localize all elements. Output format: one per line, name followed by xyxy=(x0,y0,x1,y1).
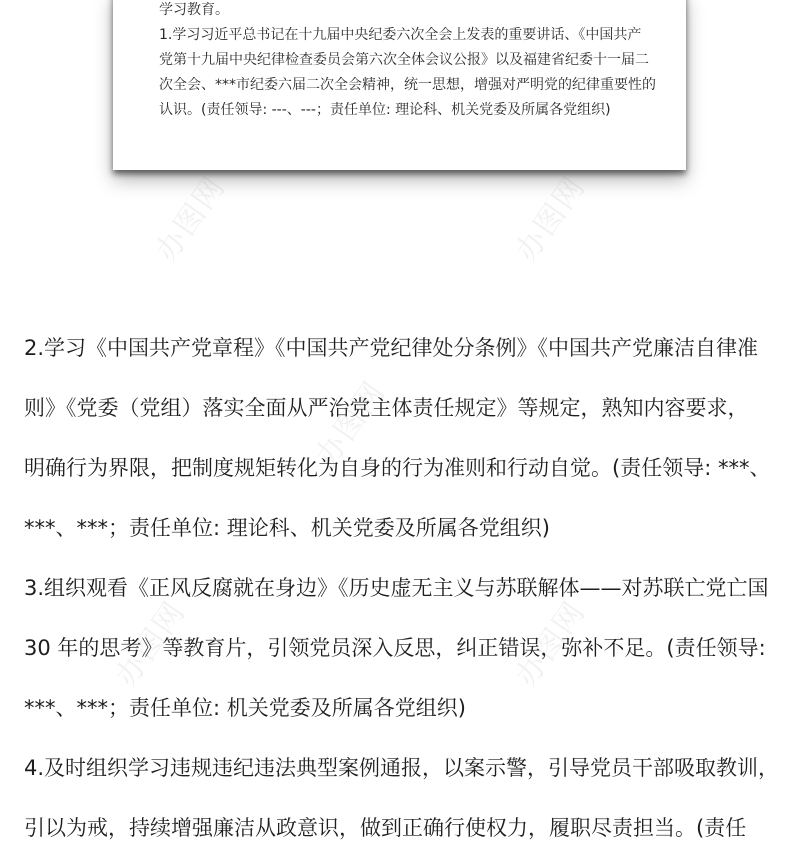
document-body xyxy=(24,318,780,858)
body-line: 30 年的思考》等教育片，引领党员深入反思，纠正错误，弥补不足。(责任领导: xyxy=(24,636,766,660)
body-line: 3.组织观看《正风反腐就在身边》《历史虚无主义与苏联解体——对苏联亡党亡国 xyxy=(24,576,769,600)
body-line: 引以为戒，持续增强廉洁从政意识，做到正确行使权力，履职尽责担当。(责任 xyxy=(24,816,747,840)
body-line: ***、***；责任单位: 机关党委及所属各党组织) xyxy=(24,696,466,720)
card-line: 认识。(责任领导: ---、---；责任单位: 理论科、机关党委及所属各党组织) xyxy=(159,102,611,118)
card-body xyxy=(159,0,659,123)
watermark: 办图网 xyxy=(109,594,193,694)
card-line: 次全会、***市纪委六届二次全会精神，统一思想，增强对严明党的纪律重要性的 xyxy=(159,77,656,93)
watermark: 办图网 xyxy=(309,374,393,474)
body-line: ***、***；责任单位: 理论科、机关党委及所属各党组织) xyxy=(24,516,550,540)
body-line: 明确行为界限，把制度规矩转化为自身的行为准则和行动自觉。(责任领导: ***、 xyxy=(24,456,771,480)
card-line: 党第十九届中央纪律检查委员会第六次全体会议公报》以及福建省纪委十一届二 xyxy=(159,52,649,68)
watermark: 办图网 xyxy=(149,169,233,269)
watermark: 办图网 xyxy=(509,594,593,694)
document-preview-card xyxy=(113,0,686,170)
body-line: 2.学习《中国共产党章程》《中国共产党纪律处分条例》《中国共产党廉洁自律准 xyxy=(24,336,759,360)
card-line: 1.学习习近平总书记在十九届中央纪委六次全会上发表的重要讲话、《中国共产 xyxy=(159,27,642,43)
card-line: 学习教育。 xyxy=(159,2,229,18)
body-line: 则》《党委（党组）落实全面从严治党主体责任规定》等规定，熟知内容要求， xyxy=(24,396,749,420)
watermark: 办图网 xyxy=(509,169,593,269)
body-line: 4.及时组织学习违规违纪违法典型案例通报，以案示警，引导党员干部吸取教训， xyxy=(24,756,780,780)
